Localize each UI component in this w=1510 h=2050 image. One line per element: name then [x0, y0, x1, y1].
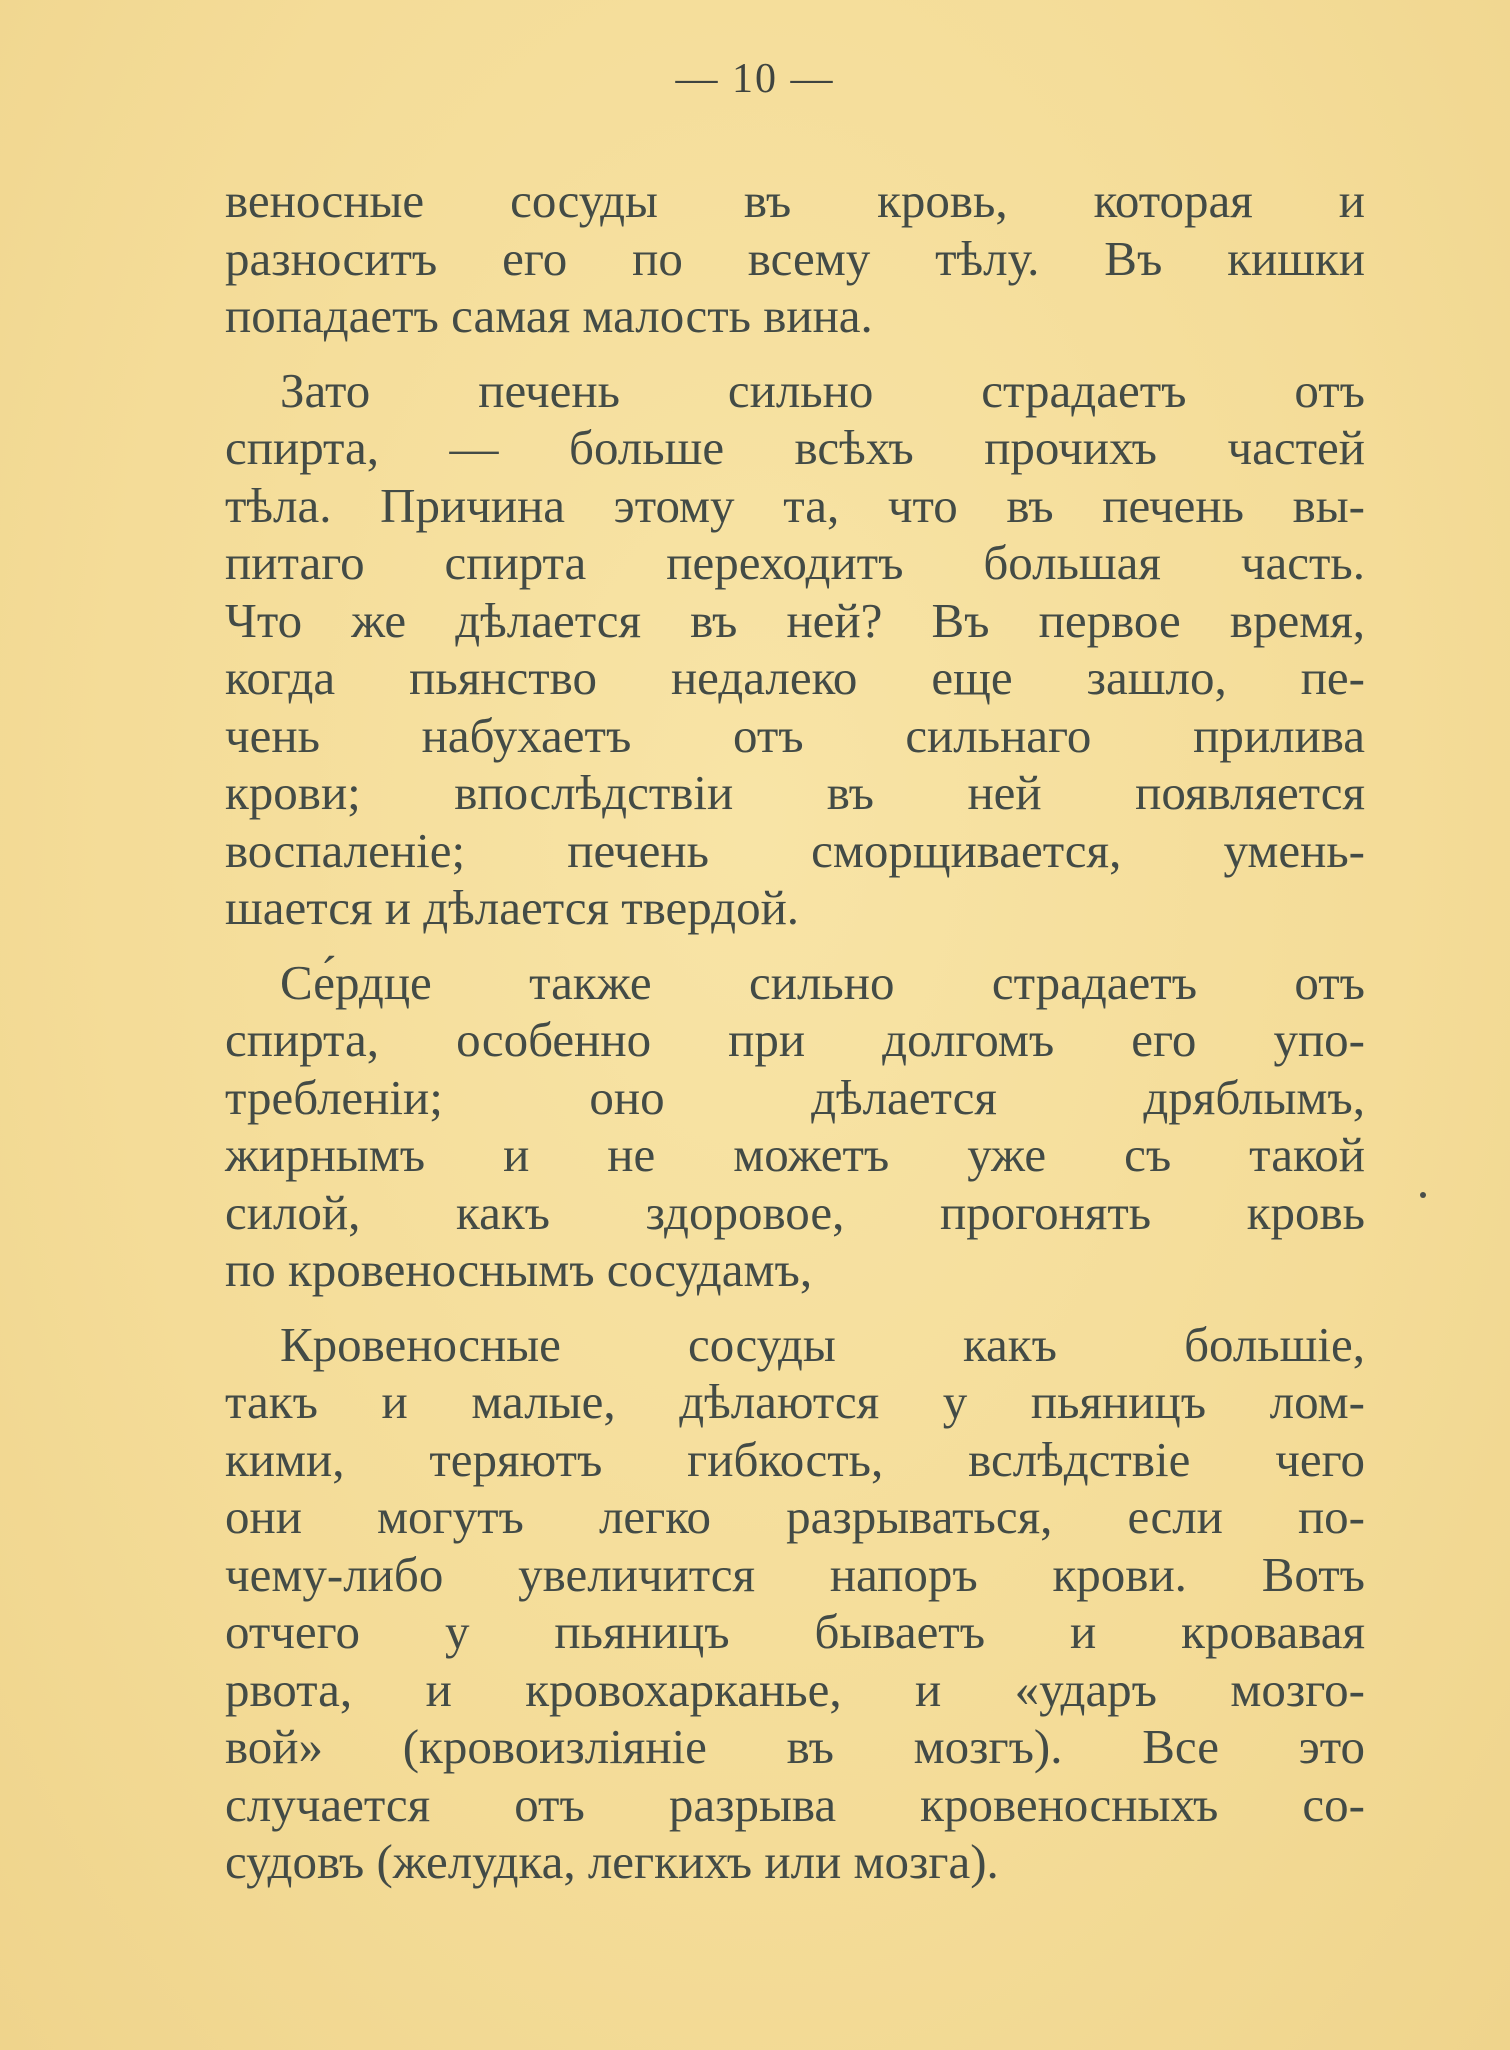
text-line: питаго спирта переходитъ большая часть. [225, 535, 1365, 590]
text-line: по кровеноснымъ сосудамъ, [225, 1242, 813, 1297]
page-number: — 10 — [675, 56, 835, 102]
text-line: когда пьянство недалеко еще зашло, пе- [225, 650, 1365, 705]
text-line: спирта, — больше всѣхъ прочихъ частей [225, 420, 1365, 475]
body-text [225, 172, 1365, 1908]
text-line: тѣла. Причина этому та, что въ печень вы- [225, 477, 1365, 533]
text-line: чень набухаетъ отъ сильнаго прилива [225, 707, 1365, 763]
text-line: спирта, особенно при долгомъ его упо- [225, 1012, 1365, 1067]
text-line: крови; впослѣдствіи въ ней появляется [225, 765, 1365, 820]
text-line: требленіи; оно дѣлается дряблымъ, [225, 1069, 1365, 1125]
text-line: разноситъ его по всему тѣлу. Въ кишки [225, 230, 1365, 286]
text-line: случается отъ разрыва кровеносныхъ со- [225, 1776, 1365, 1832]
paragraph-3 [225, 954, 1365, 1299]
paragraph-4 [225, 1316, 1365, 1891]
text-line: они могутъ легко разрываться, если по- [225, 1489, 1365, 1544]
text-line: веносные сосуды въ кровь, которая и [225, 173, 1365, 228]
text-line: воспаленіе; печень сморщивается, умень- [225, 822, 1365, 878]
text-line: шается и дѣлается твердой. [225, 880, 800, 935]
text-line: рвота, и кровохарканье, и «ударъ мозго- [225, 1661, 1365, 1717]
text-line: чему-либо увеличится напоръ крови. Вотъ [225, 1546, 1365, 1602]
paragraph-2 [225, 362, 1365, 937]
text-line: отчего у пьяницъ бываетъ и кровавая [225, 1604, 1365, 1659]
text-line: Се́рдце также сильно страдаетъ отъ [280, 954, 1365, 1010]
ink-speck [1420, 1192, 1426, 1198]
text-line: такъ и малые, дѣлаются у пьяницъ лом- [225, 1374, 1365, 1429]
text-line: кими, теряютъ гибкость, вслѣдствіе чего [225, 1431, 1365, 1487]
paragraph-1 [225, 172, 1365, 345]
text-line: Кровеносные сосуды какъ большіе, [280, 1316, 1365, 1372]
text-line: судовъ (желудка, легкихъ или мозга). [225, 1834, 999, 1889]
text-line: жирнымъ и не можетъ уже съ такой [225, 1127, 1365, 1182]
text-line: Зато печень сильно страдаетъ отъ [280, 362, 1365, 418]
text-line: вой» (кровоизліяніе въ мозгъ). Все это [225, 1719, 1365, 1774]
text-line: Что же дѣлается въ ней? Въ первое время, [225, 592, 1365, 648]
text-line: силой, какъ здоровое, прогонять кровь [225, 1184, 1365, 1240]
text-line: попадаетъ самая малость вина. [225, 288, 873, 343]
